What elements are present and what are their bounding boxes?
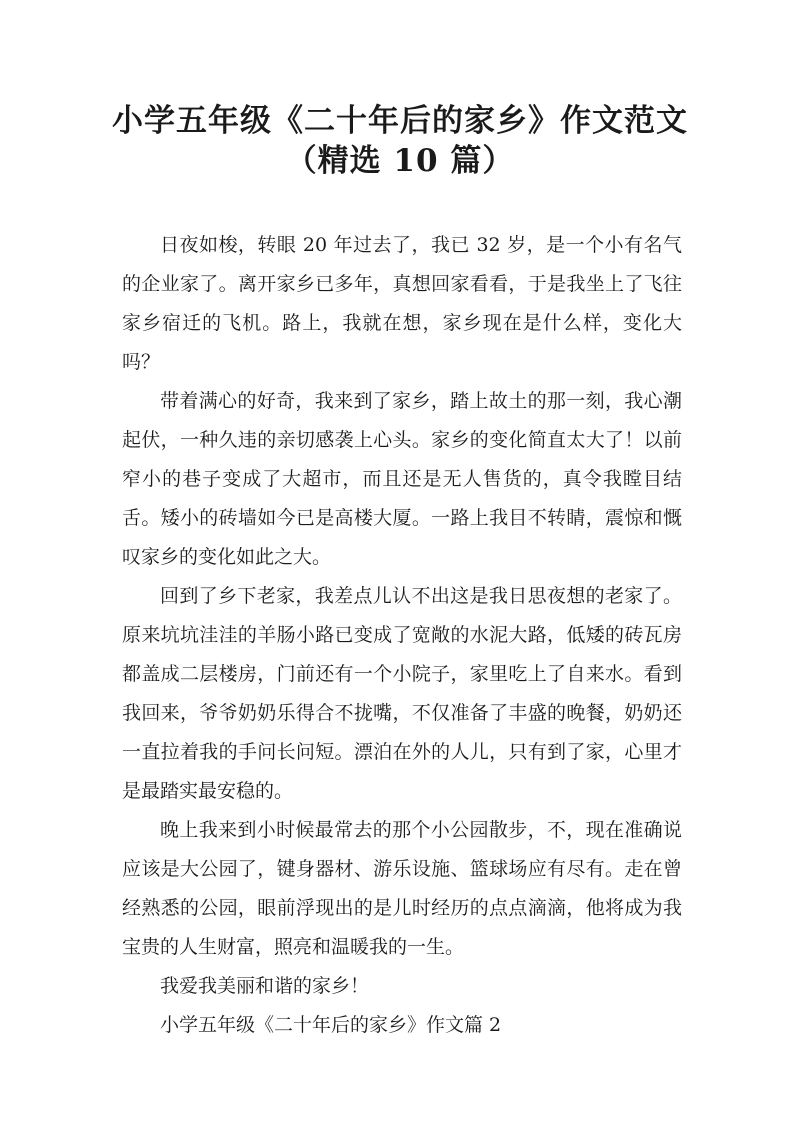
paragraph: 回到了乡下老家，我差点儿认不出这是我日思夜想的老家了。原来坑坑洼洼的羊肠小路已变成了宽敞的水泥大路，低矮的砖瓦房都盖成二层楼房，门前还有一个小院子，家里吃上了自来水。看到我回来，爷爷奶奶乐得合不拢嘴，不仅准备了丰盛的晚餐，奶奶还一直拉着我的手问长问短。漂泊在外的人儿，只有到了家，心里才是最踏实最安稳的。 [122, 585, 682, 802]
document-subtitle: （精选 10 篇） [285, 143, 515, 179]
paragraph: 我爱我美丽和谐的家乡！ [160, 975, 370, 997]
document-title: 小学五年级《二十年后的家乡》作文范文 [112, 103, 688, 139]
paragraph: 带着满心的好奇，我来到了家乡，踏上故土的那一刻，我心潮起伏，一种久违的亲切感袭上心头。家乡的变化简直太大了！以前窄小的巷子变成了大超市，而且还是无人售货的，真令我瞠目结舌。矮小的砖墙如今已是高楼大厦。一路上我目不转睛，震惊和慨叹家乡的变化如此之大。 [122, 390, 682, 568]
paragraph: 晚上我来到小时候最常去的那个小公园散步，不，现在准确说应该是大公园了，键身器材、游乐设施、篮球场应有尽有。走在曾经熟悉的公园，眼前浮现出的是儿时经历的点点滴滴，他将成为我宝贵的人生财富，照亮和温暖我的一生。 [122, 819, 682, 958]
paragraph: 日夜如梭，转眼 20 年过去了，我已 32 岁，是一个小有名气的企业家了。离开家乡已多年，真想回家看看，于是我坐上了飞往家乡宿迁的飞机。路上，我就在想，家乡现在是什么样，变化大吗？ [122, 234, 682, 373]
document-body [122, 226, 682, 1045]
section-heading: 小学五年级《二十年后的家乡》作文篇 2 [160, 1014, 502, 1036]
